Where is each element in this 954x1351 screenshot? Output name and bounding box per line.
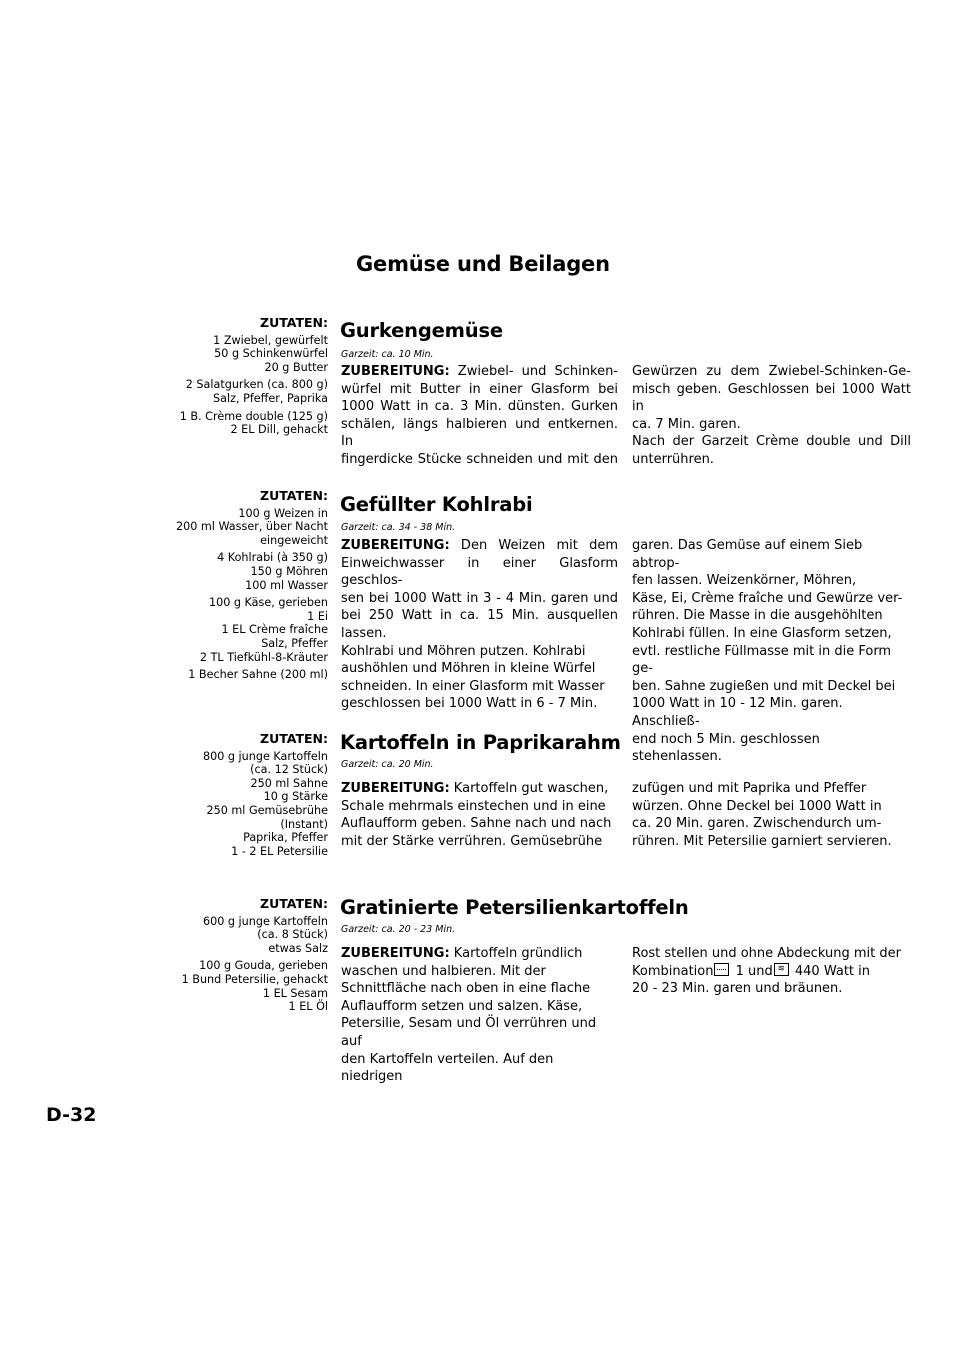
ingredient: 50 g Schinkenwürfel [214,347,328,361]
text-line: sen bei 1000 Watt in 3 - 4 Min. garen und [341,590,618,606]
ingredient: eingeweicht [260,533,328,547]
text-fragment: Kombination [632,963,714,979]
text-fragment: 1 und [731,963,773,979]
ingredient: 1 Zwiebel, gewürfelt [213,333,328,347]
text-line: Käse, Ei, Crème fraîche und Gewürze ver- [632,590,903,606]
text-line: ca. 7 Min. garen. [632,416,741,432]
ingredient: Paprika, Pfeffer [243,831,328,845]
ingredient: 1 EL Öl [288,1000,328,1014]
ingredient-group [160,959,328,1013]
ingredient-group [160,334,328,375]
ingredient: (ca. 12 Stück) [250,763,328,777]
text-line: ben. Sahne zugießen und mit Deckel bei [632,678,896,694]
text-line: fen lassen. Weizenkörner, Möhren, [632,573,857,589]
preparation-left-column [341,537,618,713]
preparation-right-column [632,945,911,998]
grill-icon [714,963,729,976]
preparation-label: ZUBEREITUNG: [341,946,450,961]
ingredient: 250 ml Gemüsebrühe [206,803,328,817]
text-line: garen. Das Gemüse auf einem Sieb abtrop- [632,538,863,571]
ingredients-heading: ZUTATEN: [260,731,328,746]
preparation-left-column [341,945,618,1086]
ingredient-group [160,507,328,548]
preparation-left-column [341,780,618,850]
text-line: Auflaufform setzen und salzen. Käse, [341,998,583,1014]
recipe-title: Kartoffeln in Paprikarahm [340,731,621,754]
text-line: würfel mit Butter in einer Glasform bei [341,381,618,397]
preparation-left-column [341,363,618,469]
ingredients-heading: ZUTATEN: [260,315,328,330]
ingredient: Salz, Pfeffer, Paprika [213,391,328,405]
text-line: Schale mehrmals einstechen und in eine [341,798,606,814]
text-line: geschlossen bei 1000 Watt in 6 - 7 Min. [341,696,598,712]
ingredient-group [160,596,328,664]
text-line: Kohlrabi füllen. In eine Glasform setzen, [632,625,892,641]
ingredients-heading: ZUTATEN: [260,488,328,503]
ingredients-list [160,316,328,441]
text-line: rühren. Die Masse in die ausgehöhlten [632,608,883,624]
text-line: Einweichwasser in einer Glasform geschlos- [341,555,618,589]
text-line: Den Weizen mit dem [449,538,618,553]
ingredient: 1 Ei [307,609,328,623]
ingredient: 800 g junge Kartoffeln [202,749,328,763]
text-line: Zwiebel- und Schinken- [449,364,618,379]
text-line: unterrühren. [632,451,714,467]
text-line: Kartoffeln gut waschen, [449,781,609,796]
ingredient: 1 Becher Sahne (200 ml) [188,668,328,682]
text-line: Kohlrabi und Möhren putzen. Kohlrabi [341,643,586,659]
preparation-right-column [632,537,911,766]
ingredient: 100 g Gouda, gerieben [199,959,328,973]
recipe-title: Gefüllter Kohlrabi [340,493,533,516]
text-line: misch geben. Geschlossen bei 1000 Watt in [632,381,911,415]
page-title: Gemüse und Beilagen [356,252,610,276]
text-line: Kartoffeln gründlich [449,946,583,961]
ingredient: 10 g Stärke [263,790,328,804]
ingredient: 1 Bund Petersilie, gehackt [181,972,328,986]
cooking-time: Garzeit: ca. 34 - 38 Min. [341,522,456,533]
ingredient-group [160,668,328,682]
text-line: end noch 5 Min. geschlossen stehenlassen. [632,731,820,765]
text-line: den Kartoffeln verteilen. Auf den niedrigen [341,1051,554,1085]
text-line: ca. 20 Min. garen. Zwischendurch um- [632,816,882,832]
ingredient: 100 g Weizen in [238,506,328,520]
recipe-title: Gurkengemüse [340,319,503,342]
ingredient: 600 g junge Kartoffeln [202,914,328,928]
ingredient-group [160,750,328,859]
ingredients-heading: ZUTATEN: [260,896,328,911]
ingredient: 2 Salatgurken (ca. 800 g) [185,378,328,392]
recipe-title: Gratinierte Petersilienkartoffeln [340,896,689,919]
ingredient: (ca. 8 Stück) [257,928,328,942]
ingredient-group [160,551,328,592]
ingredient: etwas Salz [268,941,328,955]
text-line: aushöhlen und Möhren in kleine Würfel [341,661,596,677]
text-line: Petersilie, Sesam und Öl verrühren und auf [341,1016,597,1049]
ingredient: 200 ml Wasser, über Nacht [175,520,328,534]
ingredient: 150 g Möhren [250,564,328,578]
text-line: Gewürzen zu dem Zwiebel-Schinken-Ge- [632,364,911,379]
text-line: Schnittfläche nach oben in eine flache [341,981,591,997]
cooking-time: Garzeit: ca. 20 - 23 Min. [341,924,456,935]
text-line: zufügen und mit Paprika und Pfeffer [632,781,867,796]
ingredient: 100 g Käse, gerieben [208,596,328,610]
text-line: 1000 Watt in ca. 3 Min. dünsten. Gurken [341,399,618,415]
text-line: rühren. Mit Petersilie garniert servieren. [632,833,892,849]
ingredient: 1 - 2 EL Petersilie [231,844,328,858]
text-line: evtl. restliche Füllmasse mit in die Form ge- [632,643,892,677]
text-line: bei 250 Watt in ca. 15 Min. ausquellen [341,608,618,624]
ingredient: 2 EL Dill, gehackt [230,423,328,437]
text-line: schneiden. In einer Glasform mit Wasser [341,678,605,694]
ingredients-list [160,897,328,1018]
ingredient: 100 ml Wasser [245,578,328,592]
ingredients-list [160,732,328,862]
text-line: 1000 Watt in 10 - 12 Min. garen. Anschließ- [632,696,843,729]
text-line: schälen, längs halbieren und entkernen. In [341,416,618,450]
ingredient: 1 EL Crème fraîche [221,623,328,637]
text-fragment: 440 Watt in [790,963,870,979]
ingredient: Salz, Pfeffer [261,636,328,650]
text-line: fingerdicke Stücke schneiden und mit den [341,451,618,467]
ingredient-group [160,915,328,956]
ingredient: 1 EL Sesam [262,986,328,1000]
ingredient: 2 TL Tiefkühl-8-Kräuter [199,650,328,664]
text-line: 20 - 23 Min. garen und bräunen. [632,981,843,997]
ingredients-list [160,489,328,686]
preparation-right-column [632,363,911,469]
ingredient: 250 ml Sahne [250,776,328,790]
text-line: lassen. [341,625,387,641]
microwave-icon: ≋ [774,963,789,976]
ingredient-group [160,410,328,437]
preparation-label: ZUBEREITUNG: [341,538,450,553]
page-number: D-32 [46,1104,97,1126]
ingredient: (Instant) [280,817,328,831]
cooking-time: Garzeit: ca. 10 Min. [341,349,434,360]
ingredient: 4 Kohlrabi (à 350 g) [217,551,328,565]
text-line: würzen. Ohne Deckel bei 1000 Watt in [632,798,882,814]
text-line: mit der Stärke verrühren. Gemüsebrühe [341,833,603,849]
text-line: Nach der Garzeit Crème double und Dill [632,434,911,450]
cooking-time: Garzeit: ca. 20 Min. [341,759,434,770]
text-line: waschen und halbieren. Mit der [341,963,546,979]
preparation-label: ZUBEREITUNG: [341,781,450,796]
ingredient: 20 g Butter [264,360,328,374]
text-line: Auflaufform geben. Sahne nach und nach [341,816,612,832]
ingredient: 1 B. Crème double (125 g) [179,409,328,423]
preparation-label: ZUBEREITUNG: [341,364,450,379]
preparation-right-column [632,780,911,850]
text-line: Rost stellen und ohne Abdeckung mit der [632,946,901,961]
ingredient-group [160,378,328,405]
